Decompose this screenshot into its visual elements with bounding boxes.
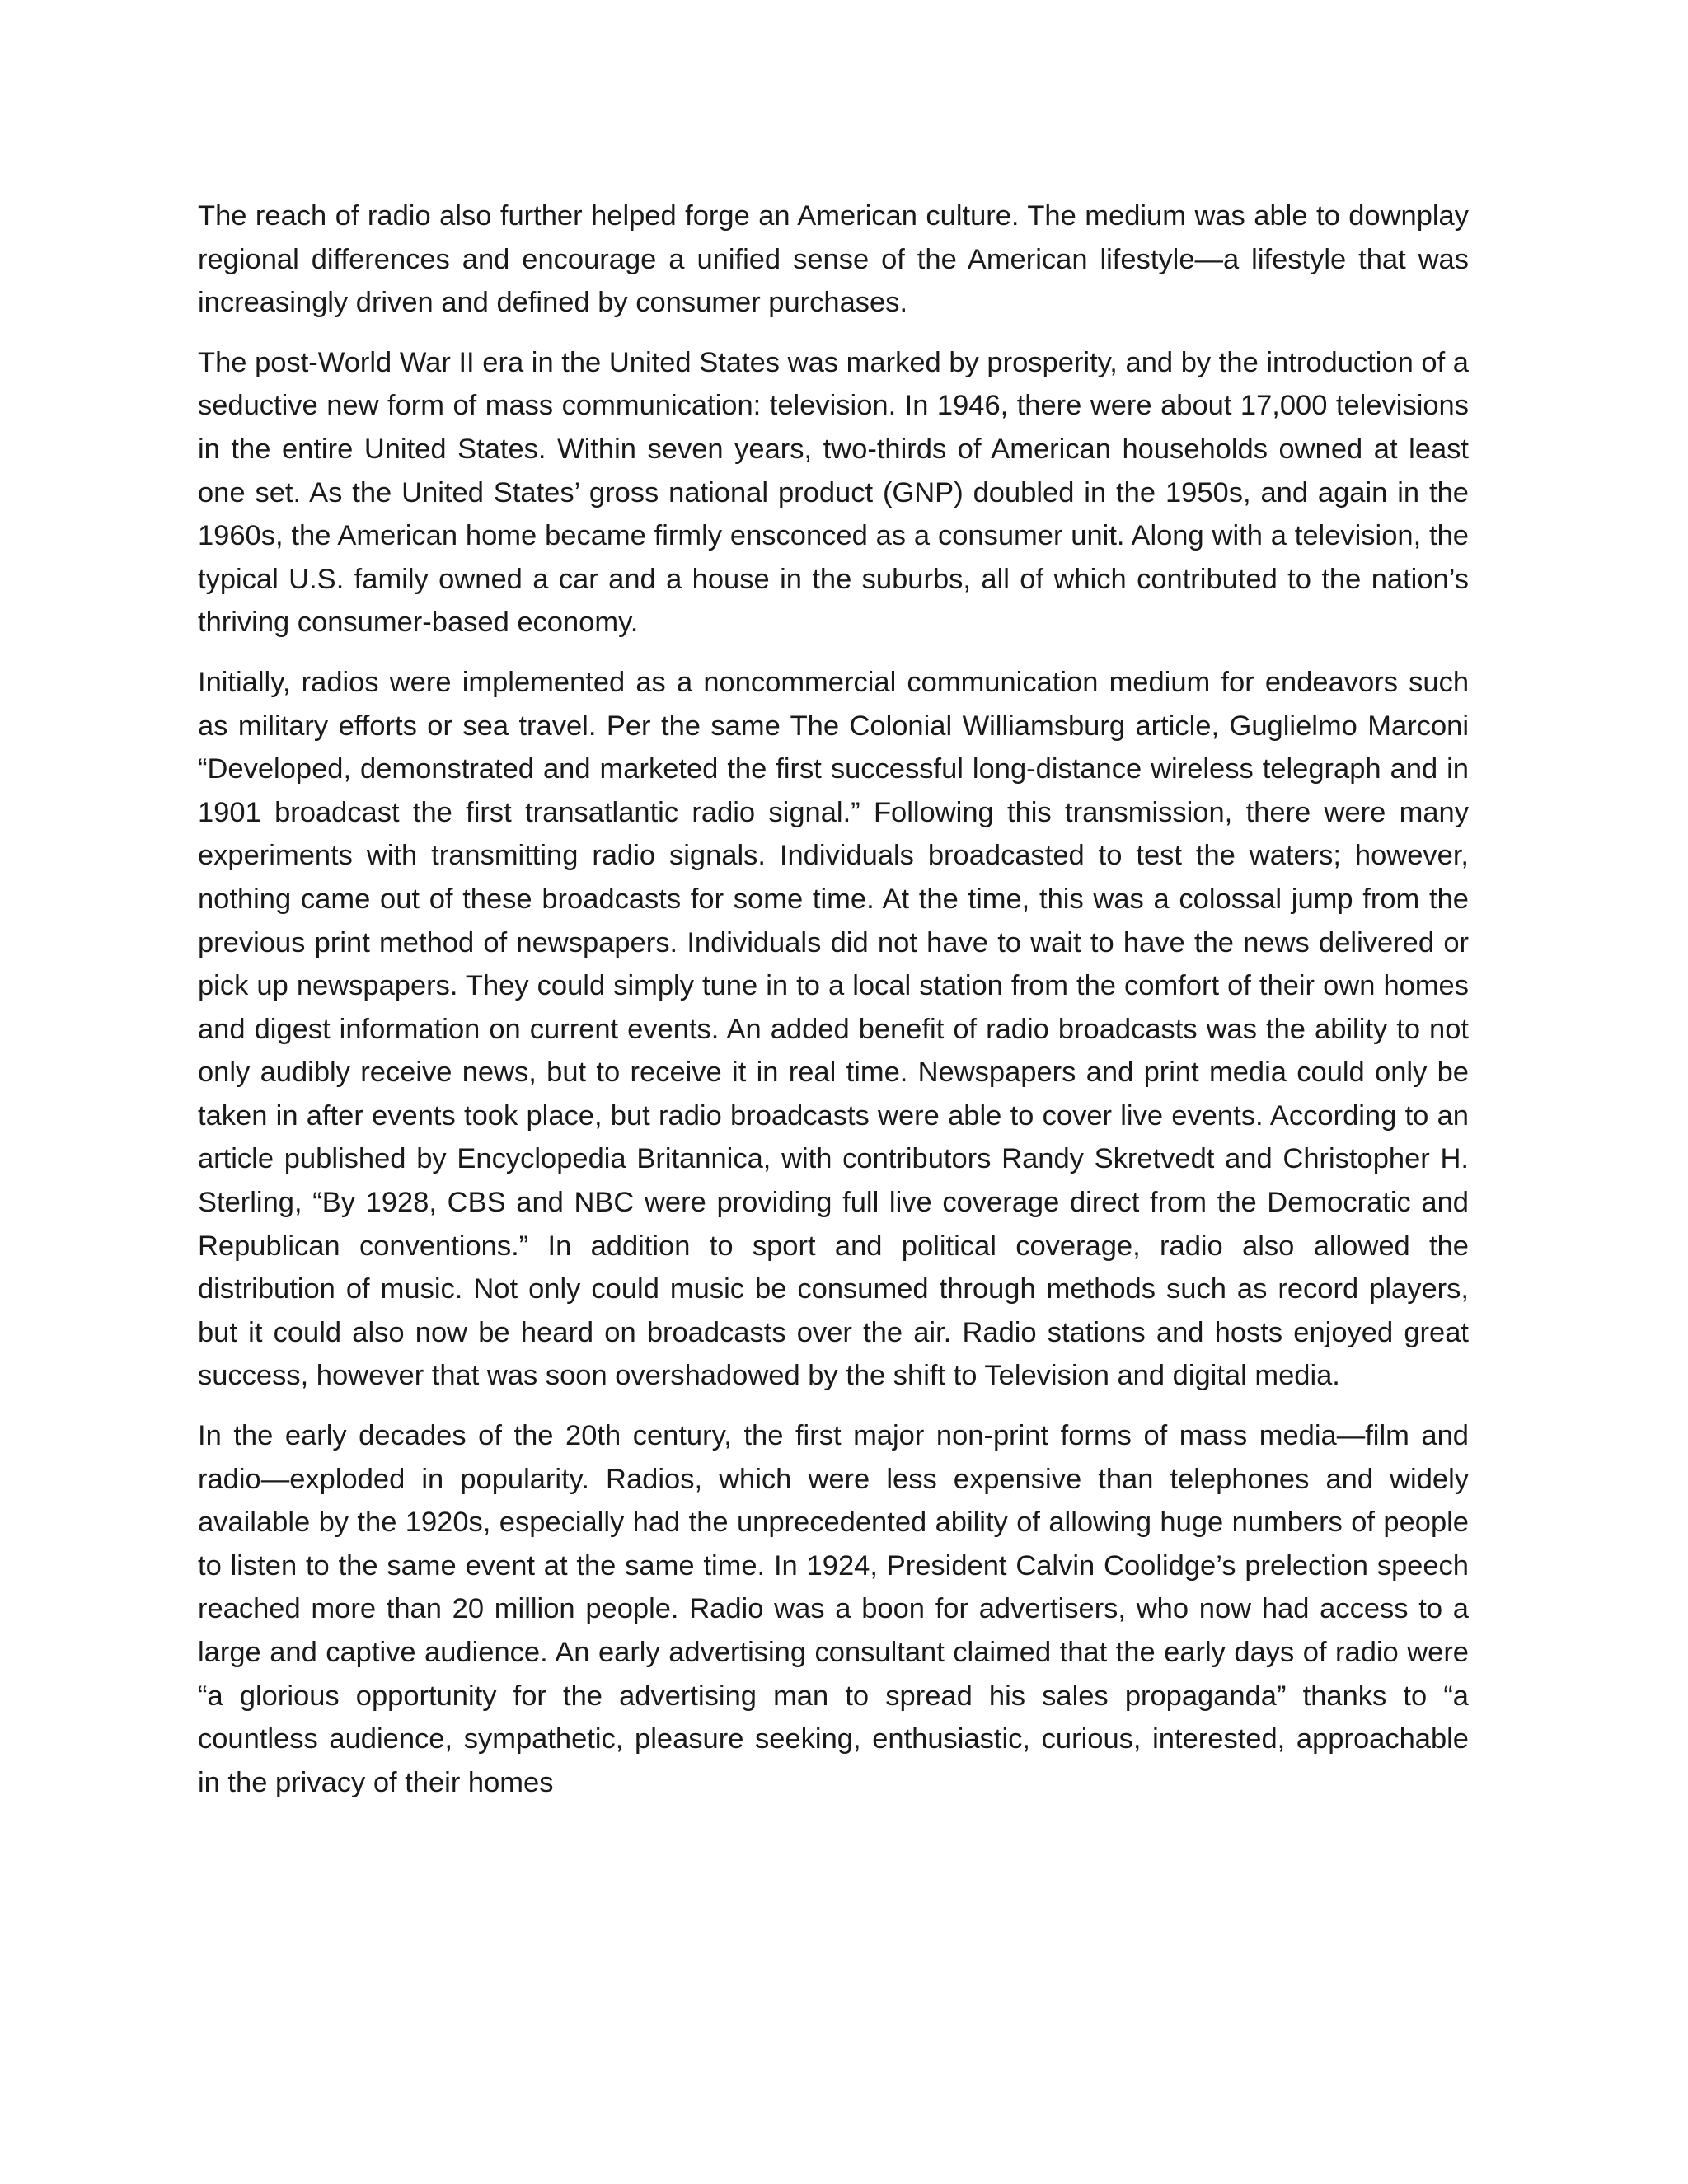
paragraph-mass-media: In the early decades of the 20th century, the first major non-print forms of mass media—film and radio—exploded in popularity. Radios, which were less expensive than telephones and widely available by the 1920s, especially had the unprecedented ability of allowing huge numbers of people to listen to the same event at the same time. In 1924, President Calvin Coolidge’s prelection speech reached more than 20 million people. Radio was a boon for advertisers, who now had access to a large and captive audience. An early advertising consultant claimed that the early days of radio were “a glorious opportunity for the advertising man to spread his sales propaganda” thanks to “a countless audience, sympathetic, pleasure seeking, enthusiastic, curious, interested, approachable in the privacy of their homes — [198, 1420, 1469, 1798]
paragraph-radio-culture: The reach of radio also further helped forge an American culture. The medium was able to downplay regional differences and encourage a unified sense of the American lifestyle—a lifestyle that was increasingly driven and defined by consumer purchases. — [198, 200, 1469, 319]
paragraph-postwar-television: The post-World War II era in the United States was marked by prosperity, and by the introduction of a seductive new form of mass communication: television. In 1946, there were about 17,000 televisions in the entire United States. Within seven years, two-thirds of American households owned at least one set. As the United States’ gross national product (GNP) doubled in the 1950s, and again in the 1960s, the American home became firmly ensconced as a consumer unit. Along with a television, the typical U.S. family owned a car and a house in the suburbs, all of which contributed to the nation’s thriving consumer-based economy. — [198, 346, 1469, 639]
document-body — [198, 194, 1469, 1821]
paragraph-early-radio: Initially, radios were implemented as a noncommercial communication medium for endeavors such as military efforts or sea travel. Per the same The Colonial Williamsburg article, Guglielmo Marconi “Developed, demonstrated and marketed the first successful long-distance wireless telegraph and in 1901 broadcast the first transatlantic radio signal.” Following this transmission, there were many experiments with transmitting radio signals. Individuals broadcasted to test the waters; however, nothing came out of these broadcasts for some time. At the time, this was a colossal jump from the previous print method of newspapers. Individuals did not have to wait to have the news delivered or pick up newspapers. They could simply tune in to a local station from the comfort of their own homes and digest information on current events. An added benefit of radio broadcasts was the ability to not only audibly receive news, but to receive it in real time. Newspapers and print media could only be taken in after events took place, but radio broadcasts were able to cover live events. According to an article published by Encyclopedia Britannica, with contributors Randy Skretvedt and Christopher H. Sterling, “By 1928, CBS and NBC were providing full live coverage direct from the Democratic and Republican conventions.” In addition to sport and political coverage, radio also allowed the distribution of music. Not only could music be consumed through methods such as record players, but it could also now be heard on broadcasts over the air. Radio stations and hosts enjoyed great success, however that was soon overshadowed by the shift to Television and digital media. — [198, 666, 1469, 1392]
